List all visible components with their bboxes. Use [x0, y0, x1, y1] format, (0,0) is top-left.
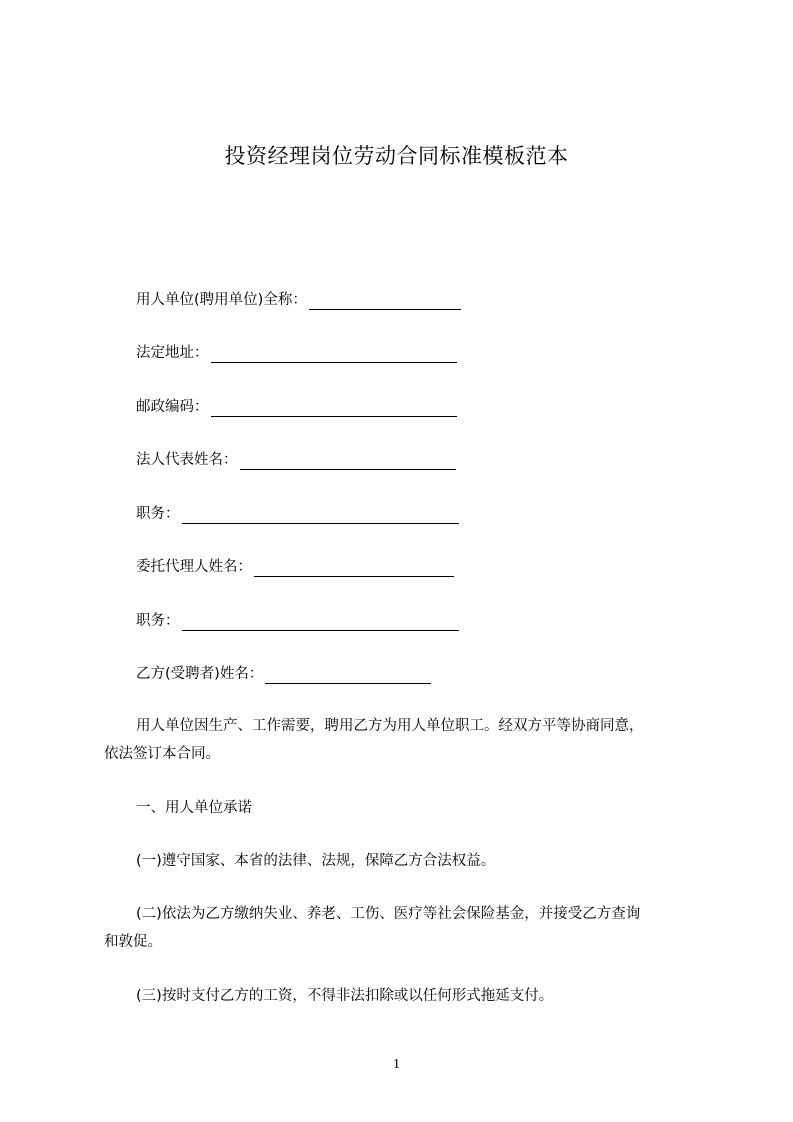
document-title: 投资经理岗位劳动合同标准模板范本 — [224, 144, 569, 168]
postal-code-label: 邮政编码： — [136, 399, 209, 415]
legal-representative-label: 法人代表姓名： — [136, 452, 238, 468]
employer-name-blank[interactable] — [309, 295, 461, 310]
legal-address-blank[interactable] — [211, 348, 457, 363]
position-label-2: 职务： — [136, 613, 180, 629]
position-blank-2[interactable] — [182, 616, 459, 631]
commitment-item-2 — [104, 900, 696, 956]
agent-name-label: 委托代理人姓名： — [136, 559, 252, 575]
legal-representative-field — [136, 450, 456, 470]
party-b-name-blank[interactable] — [265, 669, 431, 684]
employer-name-field — [136, 290, 461, 310]
commitment-item-2-line-2: 和敦促。 — [104, 934, 162, 950]
commitment-item-1: (一)遵守国家、本省的法律、法规，保障乙方合法权益。 — [136, 853, 496, 869]
postal-code-blank[interactable] — [211, 402, 457, 417]
commitment-item-2-line-1: (二)依法为乙方缴纳失业、养老、工伤、医疗等社会保险基金，并接受乙方查询 — [136, 906, 641, 922]
employer-name-label: 用人单位(聘用单位)全称： — [136, 292, 307, 308]
legal-representative-blank[interactable] — [240, 455, 456, 470]
legal-address-label: 法定地址： — [136, 345, 209, 361]
party-b-name-label: 乙方(受聘者)姓名： — [136, 666, 264, 682]
party-b-name-field — [136, 664, 431, 684]
legal-address-field — [136, 343, 457, 363]
agent-name-field — [136, 557, 454, 577]
position-field-1 — [136, 504, 459, 524]
agent-name-blank[interactable] — [254, 562, 454, 577]
page-number: 1 — [393, 1057, 400, 1072]
position-label-1: 职务： — [136, 506, 180, 522]
intro-paragraph — [104, 712, 696, 768]
postal-code-field — [136, 397, 457, 417]
position-blank-1[interactable] — [182, 509, 459, 524]
position-field-2 — [136, 611, 459, 631]
section-1-heading: 一、用人单位承诺 — [136, 800, 252, 816]
intro-line-1: 用人单位因生产、工作需要，聘用乙方为用人单位职工。经双方平等协商同意， — [136, 718, 644, 734]
commitment-item-3: (三)按时支付乙方的工资，不得非法扣除或以任何形式拖延支付。 — [136, 988, 554, 1004]
intro-line-2: 依法签订本合同。 — [104, 746, 220, 762]
